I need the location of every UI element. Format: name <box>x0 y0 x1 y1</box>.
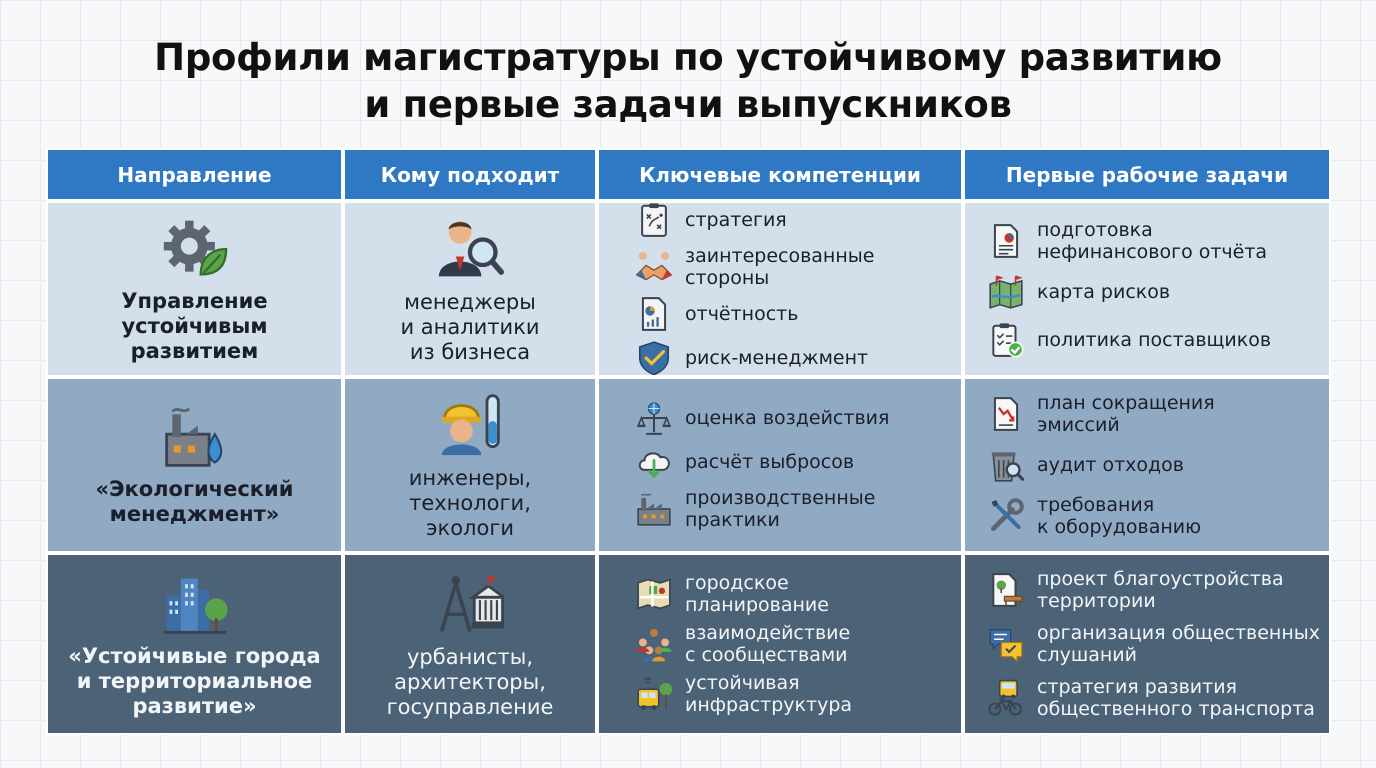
header-fit: Кому подходит <box>343 148 597 201</box>
handshake-icon <box>635 248 673 286</box>
task-item <box>987 676 1329 720</box>
task-text-line: территории <box>1037 590 1156 612</box>
competency-item <box>635 622 961 666</box>
page-title <box>0 34 1376 128</box>
task-text <box>1037 676 1315 720</box>
competencies-cell <box>597 377 963 553</box>
title-line-1: Профили магистратуры по устойчивому развитию <box>154 36 1222 79</box>
competency-text-line: стороны <box>685 267 770 289</box>
fit-text-line: госуправление <box>386 694 554 719</box>
competency-list <box>599 203 961 375</box>
strategy-board-icon <box>635 201 673 239</box>
direction-name-line: «Экологический <box>95 477 294 501</box>
tools-icon <box>987 497 1025 535</box>
competency-text <box>685 572 829 616</box>
task-list <box>965 379 1329 551</box>
competency-item <box>635 295 961 333</box>
task-item <box>987 392 1329 436</box>
task-text <box>1037 622 1320 666</box>
community-icon <box>635 625 673 663</box>
scales-globe-icon <box>635 399 673 437</box>
competency-text <box>685 303 798 325</box>
compass-building-icon <box>436 569 504 637</box>
competency-item <box>635 201 961 239</box>
competency-text-line: производственные <box>685 487 876 509</box>
fit-text-line: менеджеры <box>404 289 536 314</box>
direction-cell <box>46 201 343 377</box>
report-icon <box>635 295 673 333</box>
task-list <box>965 203 1329 375</box>
trash-search-icon <box>987 446 1025 484</box>
competency-list <box>599 555 961 733</box>
direction-cell <box>46 553 343 735</box>
task-text <box>1037 219 1267 263</box>
direction-name-line: развитием <box>130 338 259 363</box>
competency-text <box>685 451 854 473</box>
competency-text-line: отчётность <box>685 303 799 325</box>
bus-tree-icon <box>635 675 673 713</box>
gear-leaf-icon <box>161 215 229 283</box>
park-document-icon <box>987 571 1025 609</box>
task-text-line: нефинансового отчёта <box>1037 241 1268 263</box>
emissions-document-icon <box>987 395 1025 433</box>
task-item <box>987 568 1329 612</box>
city-map-icon <box>635 575 673 613</box>
document-chart-icon <box>987 222 1025 260</box>
factory-icon <box>635 490 673 528</box>
direction-name <box>68 644 320 719</box>
task-text-line: эмиссий <box>1037 414 1120 436</box>
direction-name-line: устойчивым <box>121 313 268 338</box>
competency-item <box>635 245 961 289</box>
competency-text <box>685 407 889 429</box>
task-text-line: карта рисков <box>1037 281 1171 303</box>
task-text <box>1037 568 1284 612</box>
task-text-line: аудит отходов <box>1037 454 1184 476</box>
task-text <box>1037 329 1271 351</box>
competency-text <box>685 347 868 369</box>
fit-text <box>400 290 539 365</box>
fit-text-line: из бизнеса <box>409 339 531 364</box>
bus-bike-icon <box>987 679 1025 717</box>
competency-item <box>635 572 961 616</box>
engineer-flask-icon <box>436 390 504 458</box>
factory-water-icon <box>161 403 229 471</box>
competency-text-line: городское <box>685 572 789 594</box>
direction-name-line: Управление <box>121 288 268 313</box>
competencies-cell <box>597 553 963 735</box>
fit-text-line: экологи <box>425 515 514 540</box>
fit-cell <box>343 201 597 377</box>
competency-text <box>685 209 787 231</box>
task-text-line: проект благоустройства <box>1037 568 1284 590</box>
task-item <box>987 622 1329 666</box>
chat-bubbles-icon <box>987 625 1025 663</box>
competency-item <box>635 339 961 377</box>
task-list <box>965 555 1329 733</box>
competency-item <box>635 672 961 716</box>
competency-item <box>635 443 961 481</box>
fit-text <box>409 466 531 541</box>
competency-text-line: стратегия <box>685 209 787 231</box>
city-tree-icon <box>161 570 229 638</box>
cloud-download-icon <box>635 443 673 481</box>
competency-item <box>635 487 961 531</box>
task-item <box>987 273 1329 311</box>
competency-text-line: оценка воздействия <box>685 407 890 429</box>
tasks-cell <box>963 553 1331 735</box>
competency-text-line: с сообществами <box>685 644 848 666</box>
manager-magnifier-icon <box>436 214 504 282</box>
competency-text-line: заинтересованные <box>685 245 875 267</box>
title-line-2: и первые задачи выпускников <box>364 83 1012 126</box>
competency-text-line: расчёт выбросов <box>685 451 855 473</box>
task-text <box>1037 494 1201 538</box>
competency-text-line: практики <box>685 509 780 531</box>
checklist-icon <box>987 321 1025 359</box>
task-item <box>987 446 1329 484</box>
direction-name-line: развитие» <box>132 693 257 718</box>
direction-name-line: менеджмент» <box>109 502 280 526</box>
fit-cell <box>343 377 597 553</box>
competency-text <box>685 245 874 289</box>
task-text-line: требования <box>1037 494 1155 516</box>
task-text-line: общественного транспорта <box>1037 698 1315 720</box>
fit-text-line: архитекторы, <box>394 669 546 694</box>
competency-text-line: устойчивая <box>685 672 800 694</box>
competency-list <box>599 379 961 551</box>
task-text-line: к оборудованию <box>1037 516 1202 538</box>
task-text-line: план сокращения <box>1037 392 1215 414</box>
task-text <box>1037 454 1184 476</box>
header-tasks: Первые рабочие задачи <box>963 148 1331 201</box>
task-text <box>1037 392 1215 436</box>
profiles-table <box>46 148 1331 735</box>
competency-text <box>685 487 875 531</box>
direction-name-line: «Устойчивые города <box>68 643 321 668</box>
direction-name-line: и территориальное <box>76 668 313 693</box>
task-item <box>987 219 1329 263</box>
task-item <box>987 321 1329 359</box>
task-text-line: организация общественных <box>1037 622 1320 644</box>
fit-cell <box>343 553 597 735</box>
competencies-cell <box>597 201 963 377</box>
direction-name <box>96 477 294 527</box>
task-text-line: подготовка <box>1037 219 1153 241</box>
competency-text-line: взаимодействие <box>685 622 851 644</box>
competency-item <box>635 399 961 437</box>
competency-text-line: инфраструктура <box>685 694 853 716</box>
tasks-cell <box>963 201 1331 377</box>
risk-map-icon <box>987 273 1025 311</box>
competency-text <box>685 622 850 666</box>
competency-text-line: планирование <box>685 594 829 616</box>
task-text <box>1037 281 1170 303</box>
direction-cell <box>46 377 343 553</box>
tasks-cell <box>963 377 1331 553</box>
task-item <box>987 494 1329 538</box>
fit-text-line: инженеры, <box>408 465 532 490</box>
fit-text-line: урбанисты, <box>407 644 533 669</box>
direction-name <box>121 289 267 364</box>
fit-text <box>387 645 554 720</box>
shield-icon <box>635 339 673 377</box>
competency-text-line: риск-менеджмент <box>685 347 869 369</box>
task-text-line: слушаний <box>1037 644 1137 666</box>
task-text-line: политика поставщиков <box>1037 329 1272 351</box>
header-direction: Направление <box>46 148 343 201</box>
fit-text-line: и аналитики <box>400 314 540 339</box>
competency-text <box>685 672 852 716</box>
task-text-line: стратегия развития <box>1037 676 1237 698</box>
header-competencies: Ключевые компетенции <box>597 148 963 201</box>
fit-text-line: технологи, <box>409 490 531 515</box>
